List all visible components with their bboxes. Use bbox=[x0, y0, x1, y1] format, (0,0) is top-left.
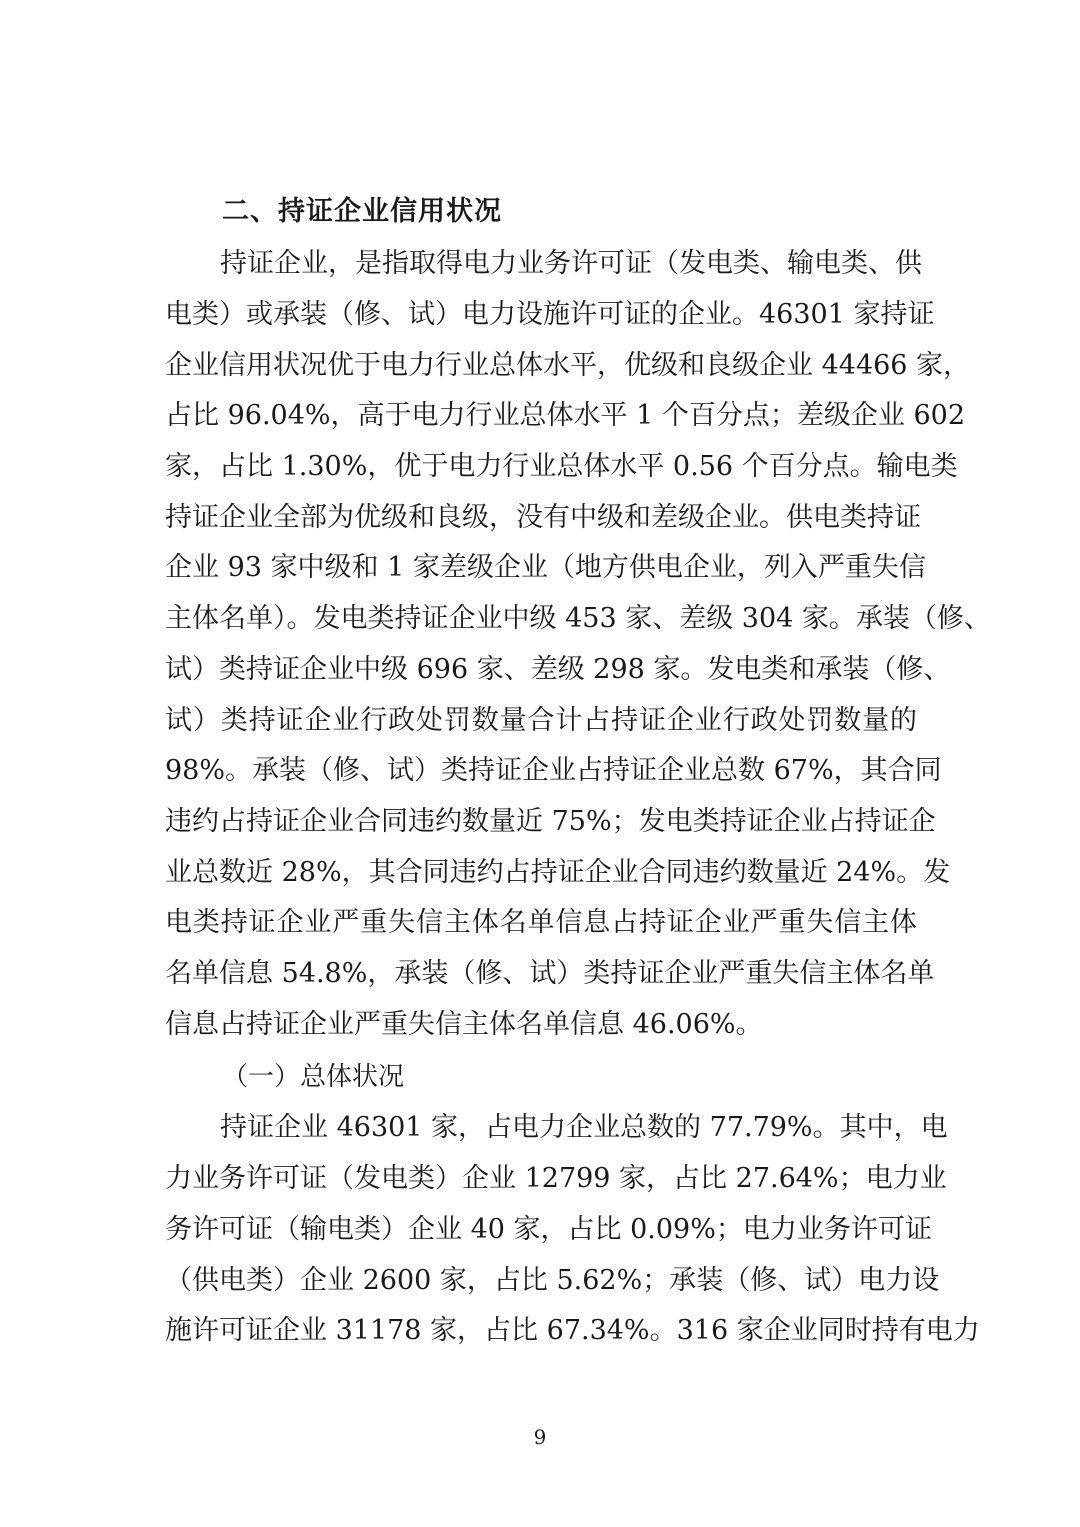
paragraph-line: 占比 96.04%，高于电力行业总体水平 1 个百分点；差级企业 602 bbox=[165, 400, 965, 431]
paragraph-line: 信息占持证企业严重失信主体名单信息 46.06%。 bbox=[165, 1009, 763, 1040]
paragraph-line: 持证企业，是指取得电力业务许可证（发电类、输电类、供 bbox=[220, 248, 922, 279]
section-heading: 二、持证企业信用状况 bbox=[222, 196, 502, 227]
paragraph-line: 业总数近 28%，其合同违约占持证企业合同违约数量近 24%。发 bbox=[165, 857, 951, 888]
paragraph-line: 企业 93 家中级和 1 家差级企业（地方供电企业，列入严重失信 bbox=[165, 552, 926, 583]
paragraph-line: 电类持证企业严重失信主体名单信息占持证企业严重失信主体 bbox=[165, 907, 917, 938]
paragraph-line: 务许可证（输电类）企业 40 家，占比 0.09%；电力业务许可证 bbox=[165, 1214, 932, 1245]
paragraph-line: 施许可证企业 31178 家，占比 67.34%。316 家企业同时持有电力 bbox=[165, 1315, 980, 1346]
paragraph-line: 持证企业全部为优级和良级，没有中级和差级企业。供电类持证 bbox=[165, 502, 921, 533]
subsection-heading: （一）总体状况 bbox=[222, 1062, 405, 1092]
paragraph-line: （供电类）企业 2600 家，占比 5.62%；承装（修、试）电力设 bbox=[165, 1265, 940, 1296]
paragraph-line: 力业务许可证（发电类）企业 12799 家，占比 27.64%；电力业 bbox=[165, 1163, 947, 1194]
paragraph-line: 家，占比 1.30%，优于电力行业总体水平 0.56 个百分点。输电类 bbox=[165, 451, 958, 482]
page-number: 9 bbox=[533, 1425, 547, 1449]
paragraph-line: 违约占持证企业合同违约数量近 75%；发电类持证企业占持证企 bbox=[165, 806, 936, 837]
paragraph-line: 主体名单）。发电类持证企业中级 453 家、差级 304 家。承装（修、 bbox=[165, 603, 991, 634]
paragraph-line: 试）类持证企业行政处罚数量合计占持证企业行政处罚数量的 bbox=[165, 705, 917, 736]
paragraph-line: 企业信用状况优于电力行业总体水平，优级和良级企业 44466 家， bbox=[165, 350, 971, 381]
paragraph-line: 98%。承装（修、试）类持证企业占持证企业总数 67%，其合同 bbox=[165, 755, 942, 786]
paragraph-line: 名单信息 54.8%，承装（修、试）类持证企业严重失信主体名单 bbox=[165, 958, 935, 989]
paragraph-line: 电类）或承装（修、试）电力设施许可证的企业。46301 家持证 bbox=[165, 299, 935, 330]
paragraph-line: 试）类持证企业中级 696 家、差级 298 家。发电类和承装（修、 bbox=[165, 654, 951, 685]
paragraph-line: 持证企业 46301 家，占电力企业总数的 77.79%。其中，电 bbox=[220, 1112, 948, 1143]
